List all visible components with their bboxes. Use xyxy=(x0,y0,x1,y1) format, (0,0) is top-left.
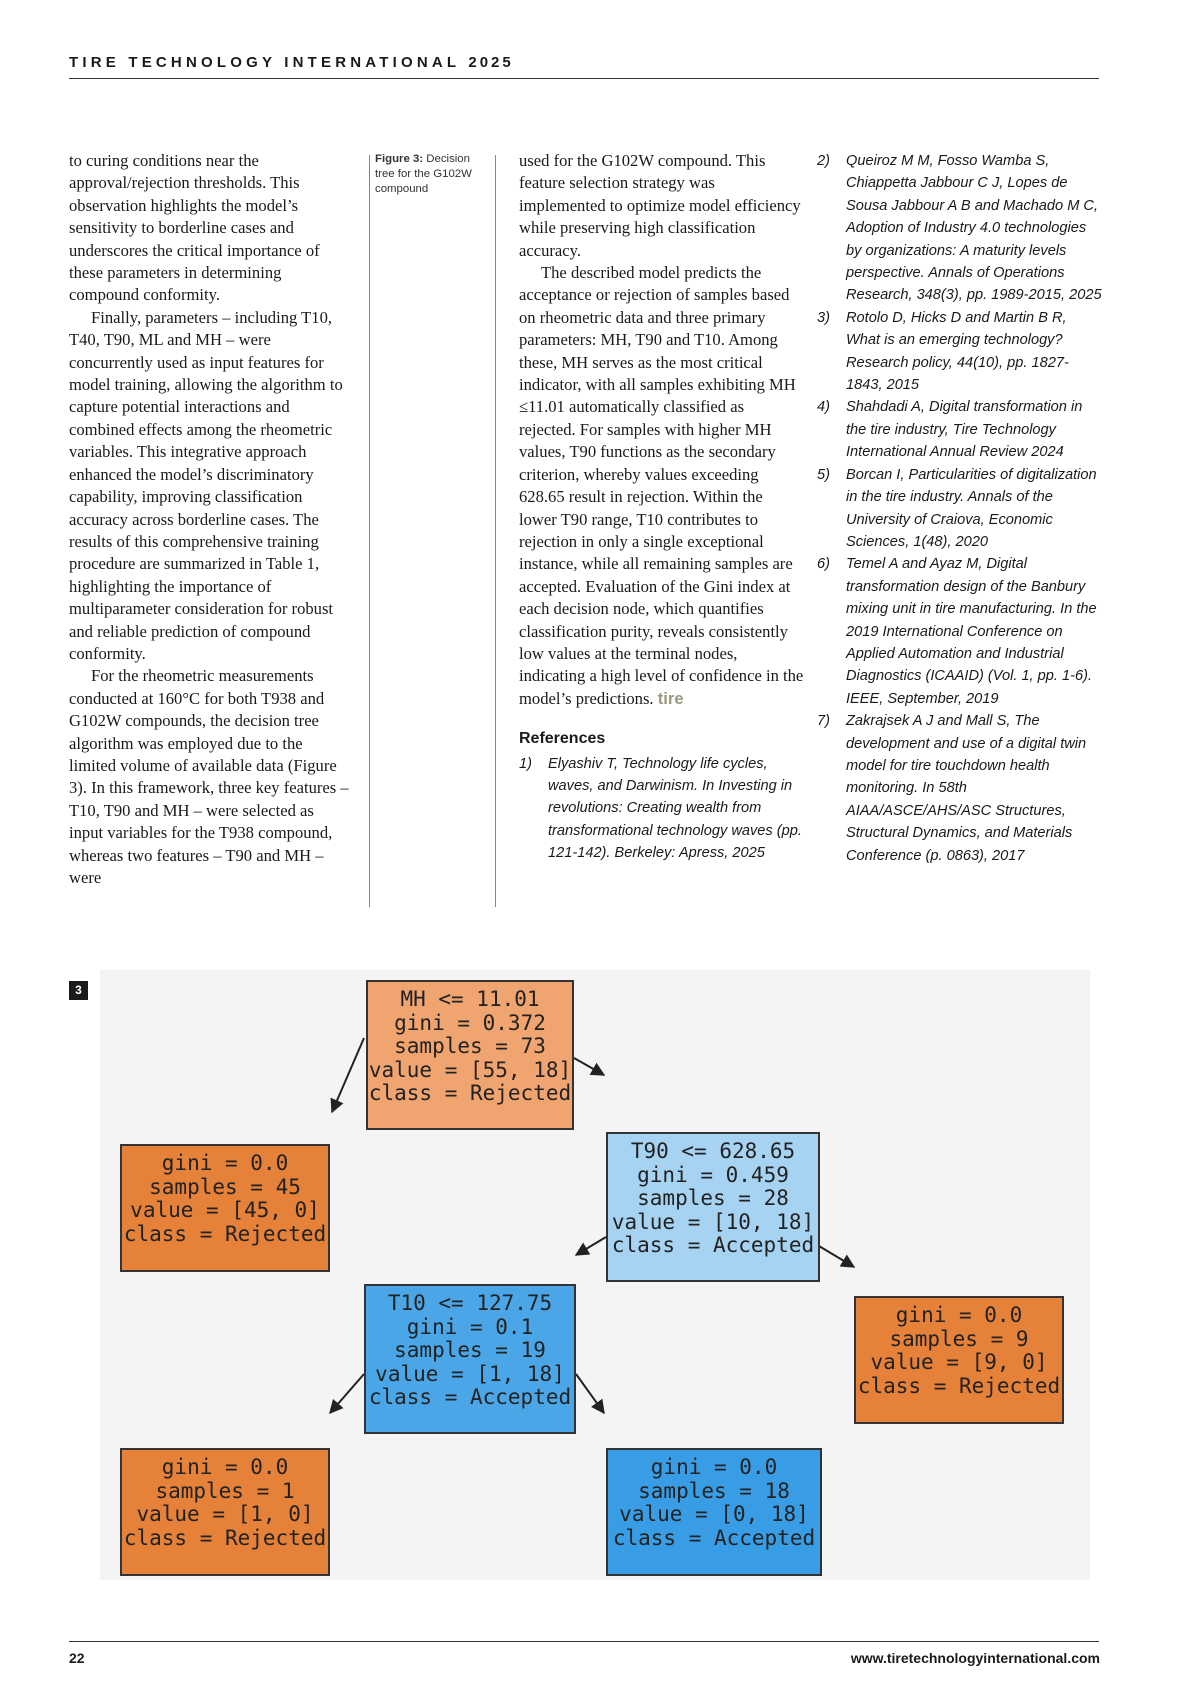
reference-item xyxy=(817,710,1102,867)
tree-node-t10 xyxy=(364,1284,576,1434)
node-line: samples = 45 xyxy=(149,1174,301,1199)
header-rule xyxy=(69,78,1099,79)
node-line: class = Accepted xyxy=(612,1525,816,1550)
tree-node-bottom-right-leaf xyxy=(606,1448,822,1576)
paragraph: to curing conditions near the approval/rejection thresholds. This observation highlights the model’s sensitivity to borderline cases and underscores the critical importance of these parameters in determining compound conformity. xyxy=(69,151,320,305)
tree-node-left-leaf xyxy=(120,1144,330,1272)
node-line: value = [55, 18] xyxy=(368,1057,572,1082)
footer-rule xyxy=(69,1641,1099,1642)
reference-text: Queiroz M M, Fosso Wamba S, Chiappetta Jabbour C J, Lopes de Sousa Jabbour A B and Machado M C, Adoption of Industry 4.0 technologies by organizations: A maturity levels perspective. Annals of Operations Research, 348(3), pp. 1989-2015, 2025 xyxy=(846,153,1102,304)
node-line: samples = 73 xyxy=(394,1034,546,1059)
reference-number: 2) xyxy=(817,153,830,169)
page-number: 22 xyxy=(69,1650,85,1666)
node-line: gini = 0.0 xyxy=(895,1303,1023,1327)
node-line: value = [9, 0] xyxy=(870,1350,1048,1375)
tree-node-right-leaf xyxy=(854,1296,1064,1424)
edge-root-right xyxy=(574,1058,604,1075)
reference-number: 7) xyxy=(817,713,830,730)
paragraph: used for the G102W compound. This feature selection strategy was implemented to optimize model efficiency while preserving high classification accuracy. xyxy=(519,151,801,260)
reference-text: Zakrajsek A J and Mall S, The development and use of a digital twin model for tire touchdown health monitoring. In 58th AIAA/ASCE/AHS/ASC Structures, Structural Dynamics, and Materials Conference (p. 0863), 2017 xyxy=(846,713,1087,864)
reference-number: 1) xyxy=(519,755,532,772)
website-url: www.tiretechnologyinternational.com xyxy=(850,1650,1100,1666)
node-line: class = Rejected xyxy=(123,1221,327,1246)
node-line: value = [10, 18] xyxy=(611,1209,815,1234)
edge-t10-right xyxy=(576,1374,604,1413)
references-column xyxy=(817,150,1102,867)
node-line: T90 <= 628.65 xyxy=(630,1139,796,1163)
node-line: samples = 19 xyxy=(394,1338,546,1363)
tree-node-root xyxy=(366,980,574,1130)
decision-tree-figure xyxy=(100,970,1090,1580)
node-line: class = Rejected xyxy=(368,1081,572,1106)
node-line: samples = 18 xyxy=(638,1478,790,1503)
reference-text: Elyashiv T, Technology life cycles, waves, and Darwinism. In Investing in revolutions: Creating wealth from transformational technology waves (pp. 121-142). Berkeley: Apress, 2025 xyxy=(548,755,802,862)
node-line: MH <= 11.01 xyxy=(400,987,540,1011)
node-line: class = Accepted xyxy=(611,1233,815,1258)
tree-node-bottom-left-leaf xyxy=(120,1448,330,1576)
reference-number: 6) xyxy=(817,556,830,573)
body-column-1 xyxy=(69,150,352,889)
reference-text: Shahdadi A, Digital transformation in the tire industry, Tire Technology International Annual Review 2024 xyxy=(846,399,1083,461)
caption-label: Figure 3: xyxy=(375,153,424,165)
paragraph-text: The described model predicts the acceptance or rejection of samples based on rheometric data and three primary parameters: MH, T90 and T10. Among these, MH serves as the most critical indicator, with all samples exhibiting MH ≤11.01 automatically classified as rejected. For samples with higher MH values, T90 functions as the secondary criterion, whereby values exceeding 628.65 result in rejection. Within the lower T90 range, T10 contributes to rejection in only a single exceptional instance, while all remaining samples are accepted. Evaluation of the Gini index at each decision node, which quantifies classification purity, reveals consistently low values at the terminal nodes, indicating a high level of confidence in the model’s predictions. xyxy=(519,263,804,708)
reference-text: Temel A and Ayaz M, Digital transformation design of the Banbury mixing unit in tire manufacturing. In the 2019 International Conference on Applied Automation and Industrial Diagnostics (ICAAID) (Vol. 1, pp. 1-6). IEEE, September, 2019 xyxy=(846,556,1097,707)
node-line: samples = 1 xyxy=(155,1478,295,1503)
publication-name: TIRE TECHNOLOGY INTERNATIONAL xyxy=(69,54,460,71)
body-column-3 xyxy=(519,150,804,865)
edge-root-left xyxy=(332,1038,364,1112)
reference-number: 4) xyxy=(817,399,830,416)
publication-year: 2025 xyxy=(468,54,514,71)
reference-item xyxy=(817,150,1102,307)
reference-item xyxy=(519,753,804,865)
reference-number: 5) xyxy=(817,466,830,483)
edge-t90-left xyxy=(576,1237,606,1255)
reference-item xyxy=(817,464,1102,554)
node-line: class = Accepted xyxy=(368,1385,572,1410)
caption-rule-right xyxy=(495,155,496,907)
caption-rule-left xyxy=(369,155,370,907)
paragraph: Finally, parameters – including T10, T40, T90, ML and MH – were concurrently used as input features for model training, allowing the algorithm to capture potential interactions and combined effects among the rheometric variables. This integrative approach enhanced the model’s discriminatory capability, improving classification accuracy across borderline cases. The results of this comprehensive training procedure are summarized in Table 1, highlighting the importance of multiparameter consideration for robust and reliable prediction of compound conformity. xyxy=(69,307,343,663)
node-line: samples = 9 xyxy=(889,1326,1029,1351)
node-line: class = Rejected xyxy=(123,1525,327,1550)
figure-number-badge: 3 xyxy=(69,981,88,1000)
node-line: gini = 0.0 xyxy=(161,1151,289,1175)
reference-number: 3) xyxy=(817,309,830,326)
node-line: gini = 0.459 xyxy=(637,1162,789,1187)
tree-node-t90 xyxy=(606,1132,820,1282)
node-line: gini = 0.1 xyxy=(406,1314,534,1339)
paragraph xyxy=(519,262,804,710)
reference-item xyxy=(817,396,1102,463)
node-line: value = [45, 0] xyxy=(130,1198,320,1223)
node-line: gini = 0.0 xyxy=(650,1455,778,1479)
reference-item xyxy=(817,307,1102,397)
references-heading: References xyxy=(519,730,606,748)
node-line: gini = 0.372 xyxy=(394,1010,546,1035)
node-line: samples = 28 xyxy=(637,1186,789,1211)
running-header xyxy=(69,54,1099,71)
figure-caption xyxy=(375,152,475,197)
end-mark-logo: tire xyxy=(657,688,684,708)
node-line: gini = 0.0 xyxy=(161,1455,289,1479)
node-line: value = [1, 18] xyxy=(375,1361,565,1386)
reference-text: Borcan I, Particularities of digitalization in the tire industry. Annals of the University of Craiova, Economic Sciences, 1(48), 2020 xyxy=(846,466,1097,550)
node-line: T10 <= 127.75 xyxy=(387,1291,553,1315)
caption-text: Decision tree for the G102W compound xyxy=(375,153,472,195)
edge-t10-left xyxy=(330,1374,364,1413)
reference-item xyxy=(817,553,1102,710)
reference-text: Rotolo D, Hicks D and Martin B R, What is an emerging technology? Research policy, 44(10), pp. 1827-1843, 2015 xyxy=(846,309,1069,394)
paragraph: For the rheometric measurements conducted at 160°C for both T938 and G102W compounds, the decision tree algorithm was employed due to the limited volume of available data (Figure 3). In this framework, three key features – T10, T90 and MH – were selected as input variables for the T938 compound, whereas two features – T90 and MH – were xyxy=(69,666,349,887)
node-line: value = [1, 0] xyxy=(136,1502,314,1527)
node-line: class = Rejected xyxy=(857,1373,1061,1398)
node-line: value = [0, 18] xyxy=(619,1502,809,1527)
